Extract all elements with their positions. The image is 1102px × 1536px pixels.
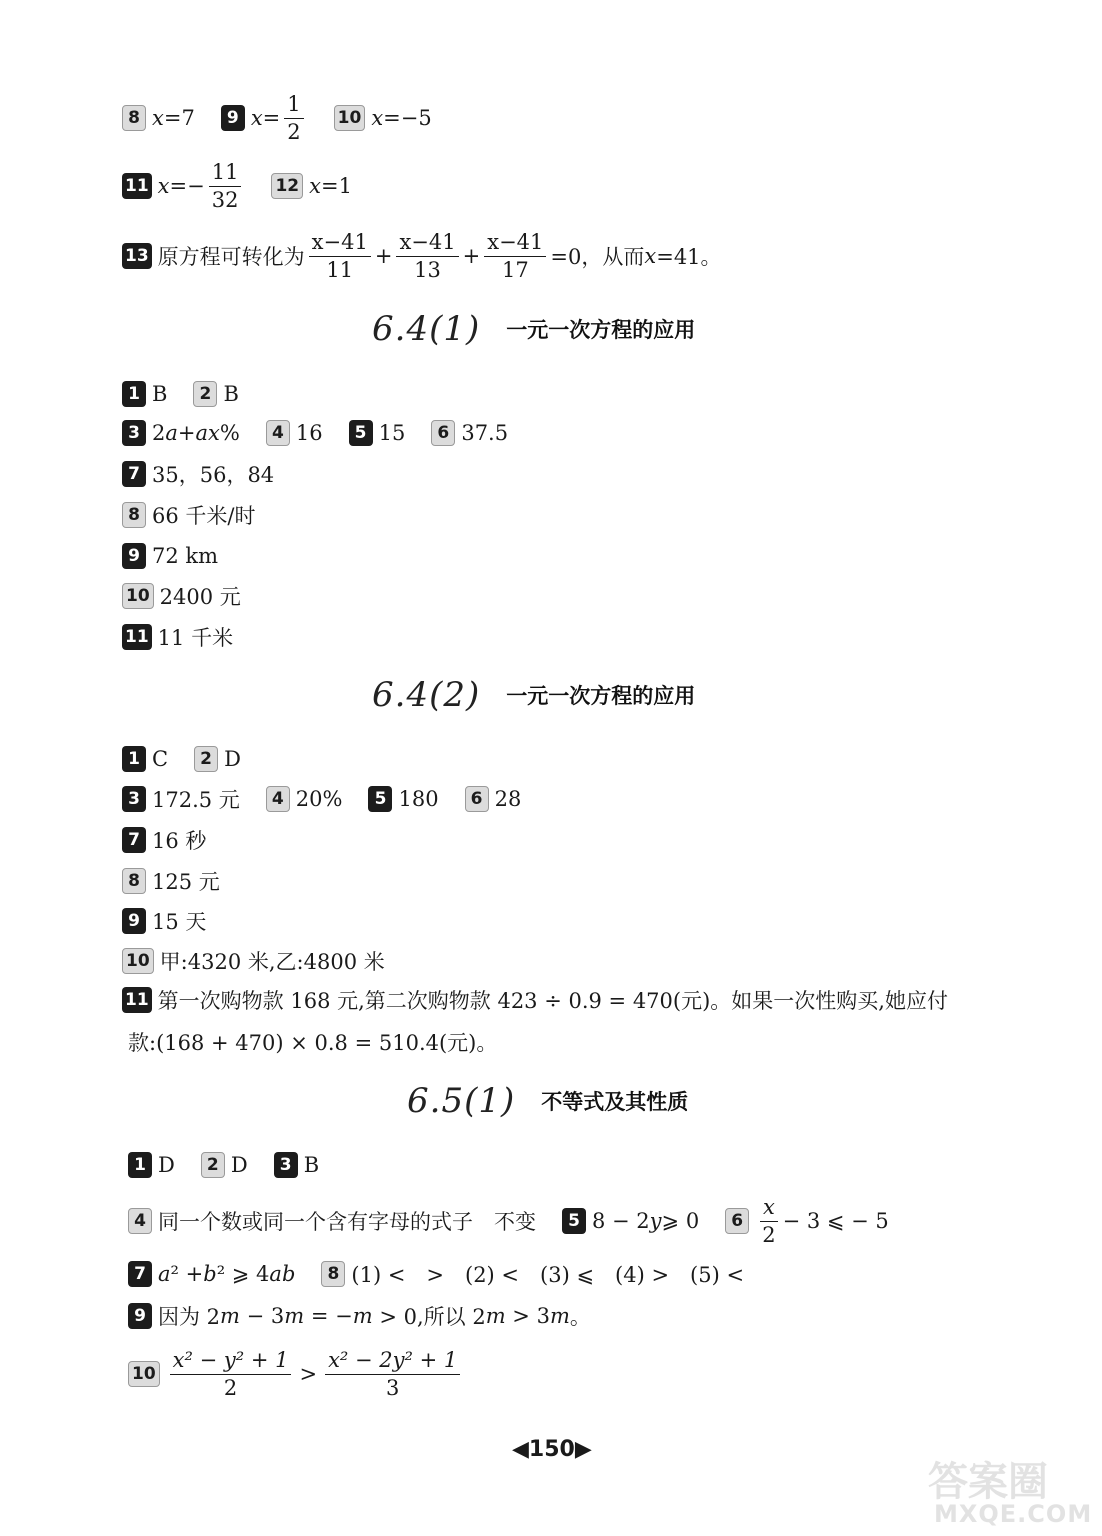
answer-text: (1) < > (2) < (3) ⩽ (4) > (5) < (351, 1263, 745, 1287)
question-number: 8 (122, 868, 146, 894)
answer-text: B (223, 382, 239, 406)
variable: m (220, 1304, 240, 1328)
answer-1 (122, 381, 167, 407)
variable: b (203, 1262, 217, 1286)
question-number: 11 (122, 173, 152, 199)
answer-12 (271, 173, 351, 199)
question-number: 6 (465, 786, 489, 812)
section-title: 一元一次方程的应用 (506, 684, 696, 708)
answer-text: =41。 (656, 245, 722, 269)
question-number: 9 (221, 105, 245, 131)
answer-3 (122, 420, 240, 446)
answer-text: − 3 (239, 1304, 285, 1328)
answer-row (122, 91, 458, 144)
answer-text: B (303, 1153, 320, 1177)
question-number: 9 (128, 1303, 152, 1329)
answer-3 (274, 1152, 319, 1178)
answer-text: C (152, 747, 169, 771)
answer-row (122, 861, 246, 901)
section-heading (372, 304, 695, 354)
answer-11 (122, 159, 245, 212)
answer-text: B (152, 382, 168, 406)
question-number: 4 (128, 1208, 152, 1234)
question-number: 10 (128, 1361, 160, 1387)
answer-row (128, 1194, 915, 1247)
answer-6 (431, 420, 508, 446)
operator: + (177, 421, 196, 445)
answer-5 (349, 420, 406, 446)
answer-text: 11 千米 (157, 626, 234, 650)
answer-text: ² ⩾ 4 (216, 1262, 270, 1286)
answer-row (122, 454, 300, 494)
question-number: 5 (349, 420, 373, 446)
answer-row (122, 159, 378, 212)
fraction (325, 1347, 460, 1400)
answer-row (122, 739, 267, 779)
question-number: 8 (122, 105, 146, 131)
denominator: 32 (211, 187, 239, 212)
answer-6 (465, 786, 522, 812)
answer-9 (122, 906, 206, 936)
numerator: x² − 2y² + 1 (325, 1350, 460, 1375)
question-number: 5 (562, 1208, 586, 1234)
question-number: 4 (266, 420, 290, 446)
answer-text: D (224, 747, 241, 771)
numerator: x (760, 1197, 778, 1222)
answer-1 (128, 1152, 175, 1178)
answer-row (122, 413, 534, 453)
answer-3 (122, 784, 240, 814)
denominator: 2 (287, 119, 301, 144)
denominator: 2 (223, 1375, 238, 1400)
answer-row (128, 1346, 490, 1402)
answer-13 (122, 229, 722, 282)
variable: x (309, 174, 321, 198)
numerator: 1 (284, 94, 303, 119)
section-title: 一元一次方程的应用 (506, 318, 696, 342)
answer-7 (122, 459, 274, 489)
answer-5 (562, 1208, 699, 1234)
variable: a (165, 421, 178, 445)
answer-text: > 0,所以 2 (372, 1305, 486, 1329)
answer-10 (122, 946, 385, 976)
page-number: ◀150▶ (512, 1437, 592, 1462)
answer-text: 2 (152, 421, 166, 445)
answer-row (122, 779, 547, 819)
answer-row (122, 617, 259, 657)
answer-1 (122, 746, 168, 772)
answer-text: 8 − 2 (592, 1209, 650, 1233)
answer-text: = (262, 106, 281, 130)
answer-row (128, 1022, 497, 1062)
answer-7 (122, 825, 206, 855)
answer-9 (128, 1301, 591, 1331)
fraction (284, 91, 303, 144)
variable: ax (195, 421, 220, 445)
answer-text: % (219, 421, 240, 445)
question-number: 1 (128, 1152, 152, 1178)
variable: y (649, 1209, 662, 1233)
numerator: x−41 (396, 232, 458, 257)
question-number: 9 (122, 543, 146, 569)
answer-text: 第一次购物款 168 元,第二次购物款 423 ÷ 0.9 = 470(元)。如果一次性购买,她应付 (157, 989, 948, 1013)
answer-2 (193, 381, 238, 407)
question-number: 9 (122, 908, 146, 934)
answer-7 (128, 1261, 295, 1287)
question-number: 6 (725, 1208, 749, 1234)
answer-text: 37.5 (461, 421, 509, 445)
answer-8 (122, 500, 255, 530)
answer-text: =−5 (383, 106, 432, 130)
answer-text: 20% (295, 787, 343, 811)
denominator: 11 (326, 257, 354, 282)
question-number: 3 (274, 1152, 298, 1178)
answer-text: 2400 元 (159, 585, 241, 609)
section-heading (372, 670, 695, 720)
answer-text: ⩾ 0 (661, 1209, 700, 1233)
question-number: 7 (122, 827, 146, 853)
variable: x (371, 106, 384, 130)
variable: m (284, 1304, 305, 1328)
variable: x (152, 106, 164, 130)
answer-10 (334, 105, 432, 131)
answer-text: 72 km (152, 544, 219, 568)
question-number: 13 (122, 243, 152, 269)
answer-text: =1 (320, 174, 352, 198)
question-number: 3 (122, 420, 146, 446)
answer-text: D (158, 1153, 175, 1177)
question-number: 7 (128, 1261, 152, 1287)
variable: a (158, 1262, 171, 1286)
answer-10 (128, 1347, 464, 1400)
answer-text: 28 (494, 787, 522, 811)
question-number: 2 (201, 1152, 225, 1178)
question-number: 10 (334, 105, 366, 131)
question-number: 2 (193, 381, 217, 407)
fraction (396, 229, 458, 282)
answer-text: 15 天 (152, 910, 207, 934)
section-number: 6.4(1) (372, 309, 481, 349)
section-heading (407, 1076, 688, 1126)
variable: x (644, 244, 657, 268)
answer-8 (122, 866, 220, 896)
answer-text: =7 (163, 106, 195, 130)
question-number: 3 (122, 786, 146, 812)
question-number: 1 (122, 746, 146, 772)
answer-8 (122, 105, 195, 131)
variable: m (352, 1304, 373, 1328)
question-number: 1 (122, 381, 146, 407)
denominator: 17 (501, 257, 529, 282)
question-number: 8 (321, 1261, 345, 1287)
answer-row (128, 1145, 345, 1185)
answer-text: 原方程可转化为 (157, 245, 305, 269)
denominator: 13 (414, 257, 441, 282)
answer-text: 16 秒 (152, 829, 207, 853)
fraction (170, 1347, 292, 1400)
numerator: x² − y² + 1 (170, 1350, 292, 1375)
answer-text: D (230, 1153, 248, 1177)
question-number: 7 (122, 461, 146, 487)
answer-4 (266, 786, 343, 812)
answer-text: 款:(168 + 470) × 0.8 = 510.4(元)。 (128, 1031, 498, 1055)
answer-text: 因为 2 (158, 1305, 221, 1329)
variable: x (157, 174, 170, 198)
question-number: 10 (122, 583, 154, 609)
variable: m (549, 1304, 570, 1328)
answer-text: 35，56，84 (152, 463, 275, 487)
answer-row (122, 495, 281, 535)
variable: x (250, 106, 263, 130)
question-number: 5 (368, 786, 392, 812)
answer-row (122, 536, 244, 576)
answer-row (128, 1296, 617, 1336)
operator: + (462, 244, 481, 268)
answer-row (122, 229, 748, 282)
answer-10 (122, 581, 241, 611)
denominator: 3 (385, 1375, 400, 1400)
question-number: 12 (271, 173, 303, 199)
numerator: x−41 (484, 232, 546, 257)
answer-row (128, 1254, 770, 1294)
answer-text: = − (304, 1304, 353, 1328)
answer-text: 172.5 元 (152, 788, 240, 812)
answer-4 (128, 1206, 536, 1236)
question-number: 11 (122, 987, 152, 1013)
variable: ab (269, 1262, 296, 1286)
answer-text: =0，从而 (550, 245, 645, 269)
answer-2 (194, 746, 241, 772)
answer-11 (122, 622, 233, 652)
answer-11 (122, 985, 948, 1015)
answer-row (122, 941, 411, 981)
answer-text: 16 (295, 421, 323, 445)
answer-8 (321, 1259, 744, 1289)
answer-row (122, 374, 265, 414)
fraction (209, 159, 242, 212)
question-number: 8 (122, 502, 146, 528)
variable: m (485, 1304, 506, 1328)
watermark-url: MXQE.COM (934, 1500, 1093, 1528)
answer-text: − 3 ⩽ − 5 (782, 1209, 889, 1233)
answer-row (122, 980, 974, 1020)
answer-text: ² + (170, 1262, 204, 1286)
question-number: 4 (266, 786, 290, 812)
answer-text: 66 千米/时 (152, 504, 256, 528)
answer-row (122, 820, 232, 860)
operator: + (374, 244, 393, 268)
answer-text: 125 元 (152, 870, 220, 894)
answer-5 (368, 786, 438, 812)
question-number: 2 (194, 746, 218, 772)
answer-text: > 3 (505, 1304, 550, 1328)
numerator: 11 (209, 162, 242, 187)
answer-9 (221, 91, 308, 144)
answer-row (122, 576, 267, 616)
answer-4 (266, 420, 323, 446)
answer-text: =− (169, 174, 205, 198)
watermark-logo: 答案圈 (928, 1459, 1048, 1505)
answer-text: 180 (398, 787, 439, 811)
section-number: 6.4(2) (372, 675, 481, 715)
question-number: 6 (431, 420, 455, 446)
question-number: 11 (122, 624, 152, 650)
answer-6 (725, 1194, 889, 1247)
section-title: 不等式及其性质 (541, 1090, 689, 1114)
fraction (309, 229, 371, 282)
fraction (759, 1194, 778, 1247)
answer-text: 15 (378, 421, 406, 445)
numerator: x−41 (309, 232, 371, 257)
answer-row (122, 901, 232, 941)
section-number: 6.5(1) (407, 1081, 516, 1121)
fraction (484, 229, 546, 282)
operator: > (299, 1362, 318, 1386)
answer-9 (122, 543, 218, 569)
answer-text: 甲:4320 米,乙:4800 米 (159, 950, 385, 974)
answer-text: 同一个数或同一个含有字母的式子 不变 (158, 1210, 536, 1234)
answer-2 (201, 1152, 248, 1178)
answer-text: 。 (569, 1305, 591, 1329)
question-number: 10 (122, 948, 154, 974)
denominator: 2 (762, 1222, 776, 1247)
